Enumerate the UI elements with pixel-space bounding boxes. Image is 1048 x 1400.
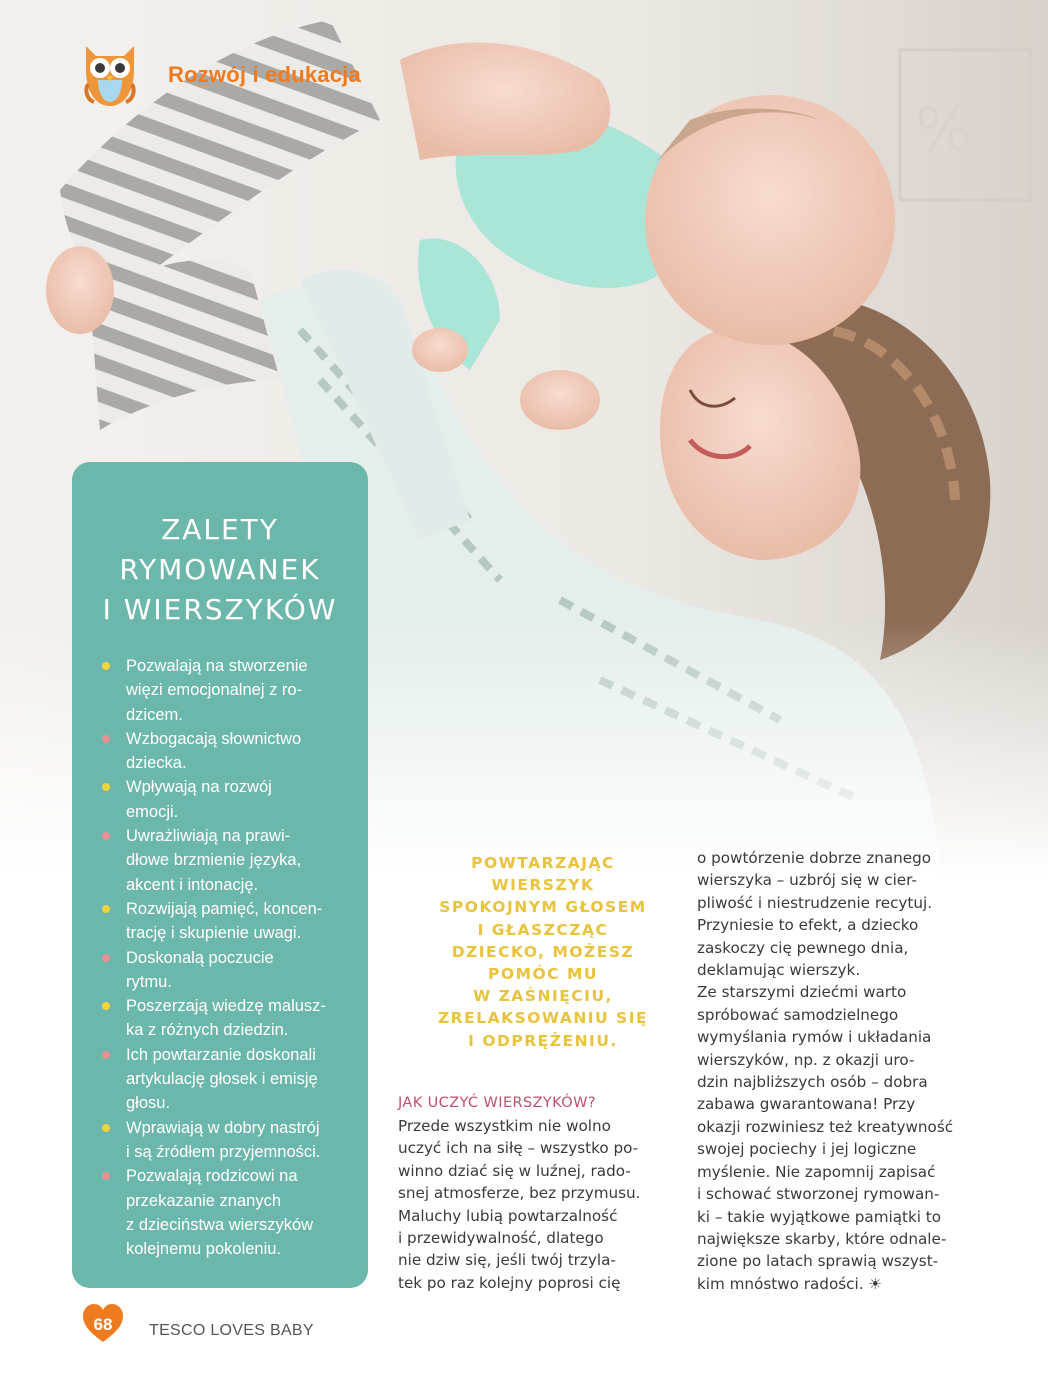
bullet-dot	[102, 783, 110, 791]
quote-line: POMÓC MU	[488, 965, 598, 984]
bullet-dot	[102, 662, 110, 670]
benefit-line: z dzieciństwa wierszyków	[126, 1215, 314, 1234]
article-line: Przede wszystkim nie wolno	[398, 1117, 611, 1135]
benefit-line: przekazanie znanych	[126, 1191, 282, 1210]
article-line: winno dziać się w luźnej, rado-	[398, 1161, 631, 1180]
article-line: nie dziw się, jeśli twój trzyla-	[398, 1251, 616, 1270]
benefit-line: Wpływają na rozwój	[126, 778, 272, 797]
benefit-line: Ich powtarzanie doskonali	[126, 1045, 316, 1064]
article-line: wierszyka – uzbrój się w cier-	[697, 871, 917, 890]
article-line: zabawa gwarantowana! Przy	[697, 1095, 916, 1114]
quote-line: I ODPRĘŻENIU.	[468, 1031, 618, 1050]
article-line: największe skarby, które odnale-	[697, 1229, 947, 1248]
benefits-title-line: ZALETY	[161, 513, 279, 546]
section-title: Rozwój i edukacja	[168, 62, 361, 87]
article-line: wierszyków, np. z okazji uro-	[697, 1050, 915, 1069]
benefit-line: Pozwalają na stworzenie	[126, 657, 308, 675]
benefit-line: kolejnemu pokoleniu.	[126, 1240, 282, 1259]
bullet-dot	[102, 1124, 110, 1132]
article-line: deklamując wierszyk.	[697, 961, 861, 980]
quote-line: POWTARZAJĄC	[471, 854, 615, 872]
article-line: kim mnóstwo radości. ☀	[697, 1274, 882, 1293]
owl-icon	[78, 40, 142, 110]
footer-brand: TESCO LOVES BABY	[149, 1322, 314, 1339]
bullet-dot	[102, 832, 110, 840]
benefit-line: i są źródłem przyjemności.	[126, 1142, 321, 1161]
benefit-line: emocji.	[126, 802, 179, 821]
article-line: zaskoczy cię pewnego dnia,	[697, 938, 909, 957]
benefit-line: Wprawiają w dobry nastrój	[126, 1118, 320, 1137]
bullet-dot	[102, 1172, 110, 1180]
article-line: pliwość i niestrudzenie recytuj.	[697, 893, 933, 912]
benefit-line: Rozwijają pamięć, koncen-	[126, 899, 323, 918]
benefit-line: ka z różnych dziedzin.	[126, 1021, 289, 1040]
article-line: Ze starszymi dziećmi warto	[697, 983, 907, 1002]
benefit-line: Uwrażliwiają na prawi-	[126, 827, 291, 846]
page-number: 68	[93, 1315, 113, 1334]
article-line: wymyślania rymów i układania	[697, 1028, 932, 1047]
bullet-dot	[102, 954, 110, 962]
benefit-item	[100, 1164, 356, 1261]
article-line: i schować stworzonej rymowan-	[697, 1185, 940, 1204]
benefit-line: trację i skupienie uwagi.	[126, 924, 302, 943]
quote-line: DZIECKO, MOŻESZ	[451, 942, 635, 961]
quote-line: WIERSZYK	[491, 876, 595, 895]
benefit-line: Wzbogacają słownictwo	[126, 729, 302, 748]
svg-text:%: %	[915, 95, 973, 165]
article-column-1	[398, 1115, 666, 1294]
benefits-title-line: RYMOWANEK	[119, 553, 321, 586]
article-line: dzin najbliższych osób – dobra	[697, 1073, 928, 1092]
benefits-box	[72, 462, 368, 1288]
quote-line: W ZAŚNIĘCIU,	[473, 987, 613, 1006]
article-line: tek po raz kolejny poprosi cię	[398, 1273, 621, 1292]
article-column-2	[697, 847, 982, 1295]
bullet-dot	[102, 735, 110, 743]
benefit-line: akcent i intonację.	[126, 875, 259, 894]
benefit-line: Doskonalą poczucie	[126, 948, 274, 967]
benefits-title	[72, 510, 368, 630]
article-line: i przewidywalność, dlatego	[398, 1229, 604, 1248]
article-heading: JAK UCZYĆ WIERSZYKÓW?	[398, 1095, 596, 1111]
article-line: ki – takie wyjątkowe pamiątki to	[697, 1207, 942, 1226]
benefit-line: rytmu.	[126, 972, 172, 991]
benefits-list	[100, 654, 356, 1261]
benefit-line: artykulację głosek i emisję	[126, 1070, 318, 1089]
article-line: myślenie. Nie zapomnij zapisać	[697, 1162, 936, 1181]
quote-line: SPOKOJNYM GŁOSEM	[439, 898, 647, 917]
bullet-dot	[102, 905, 110, 913]
quote-line: ZRELAKSOWANIU SIĘ	[437, 1009, 649, 1028]
benefit-item	[100, 1043, 356, 1116]
bullet-dot	[102, 1002, 110, 1010]
benefit-item	[100, 727, 356, 776]
benefit-line: głosu.	[126, 1094, 171, 1113]
bullet-dot	[102, 1051, 110, 1059]
article-line: Przyniesie to efekt, a dziecko	[697, 916, 919, 935]
benefit-item	[100, 775, 356, 824]
benefit-line: dziecka.	[126, 754, 187, 773]
article-line: snej atmosferze, bez przymusu.	[398, 1184, 641, 1203]
article-line: spróbować samodzielnego	[697, 1005, 899, 1024]
benefit-item	[100, 994, 356, 1043]
benefit-line: więzi emocjonalnej z ro-	[126, 681, 303, 700]
article-line: okazji rozwiniesz też kreatywność	[697, 1117, 954, 1136]
benefits-title-line: I WIERSZYKÓW	[102, 593, 338, 626]
article-line: swojej pociechy i jej logiczne	[697, 1140, 917, 1159]
article-line: Maluchy lubią powtarzalność	[398, 1206, 618, 1225]
article-line: uczyć ich na siłę – wszystko po-	[398, 1139, 639, 1158]
quote-line: I GŁASZCZĄC	[477, 920, 609, 939]
benefit-line: dzicem.	[126, 705, 183, 724]
benefit-line: dłowe brzmienie języka,	[126, 851, 302, 870]
benefit-item	[100, 946, 356, 995]
benefit-item	[100, 654, 356, 727]
pull-quote	[420, 852, 666, 1052]
benefit-item	[100, 824, 356, 897]
article-line: zione po latach sprawią wszyst-	[697, 1252, 939, 1271]
benefit-line: Pozwalają rodzicowi na	[126, 1167, 298, 1186]
benefit-item	[100, 897, 356, 946]
benefit-line: Poszerzają wiedzę malusz-	[126, 997, 326, 1016]
benefit-item	[100, 1116, 356, 1165]
article-line: o powtórzenie dobrze znanego	[697, 849, 932, 867]
